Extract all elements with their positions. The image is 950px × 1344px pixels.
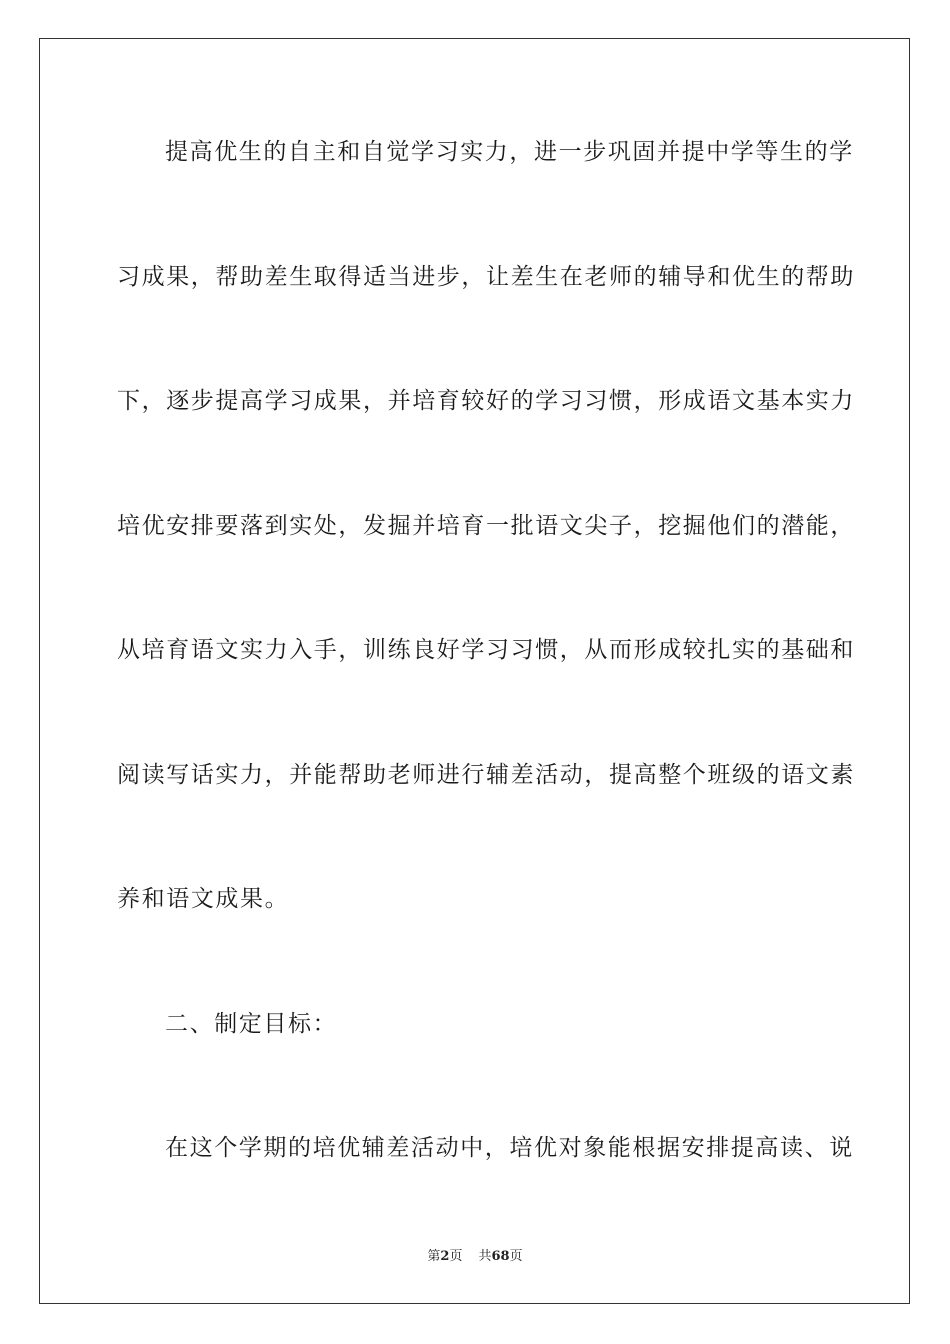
- paragraph-line-5: 从培育语文实力入手，训练良好学习习惯，从而形成较扎实的基础和: [117, 637, 855, 663]
- paragraph-line-2: 习成果，帮助差生取得适当进步，让差生在老师的辅导和优生的帮助: [117, 264, 855, 290]
- section-heading: 二、制定目标：: [165, 1011, 338, 1037]
- paragraph-line-1: 提高优生的自主和自觉学习实力，进一步巩固并提中学等生的学: [165, 139, 854, 165]
- paragraph-line-6: 阅读写话实力，并能帮助老师进行辅差活动，提高整个班级的语文素: [117, 762, 855, 788]
- page-number: 2: [440, 1249, 450, 1264]
- paragraph-line-4: 培优安排要落到实处，发掘并培育一批语文尖子，挖掘他们的潜能，: [117, 513, 855, 539]
- page-footer: [0, 1249, 950, 1265]
- paragraph-line-9: 在这个学期的培优辅差活动中，培优对象能根据安排提高读、说: [165, 1135, 854, 1161]
- page-prefix: 第: [427, 1249, 441, 1264]
- total-pages: 68: [491, 1249, 510, 1264]
- paragraph-line-7: 养和语文成果。: [117, 886, 290, 912]
- paragraph-line-3: 下，逐步提高学习成果，并培育较好的学习习惯，形成语文基本实力: [117, 388, 855, 414]
- page-suffix: 页: [449, 1249, 463, 1264]
- page-border: [39, 38, 910, 1304]
- total-suffix: 页: [509, 1249, 523, 1264]
- total-prefix: 共: [478, 1249, 492, 1264]
